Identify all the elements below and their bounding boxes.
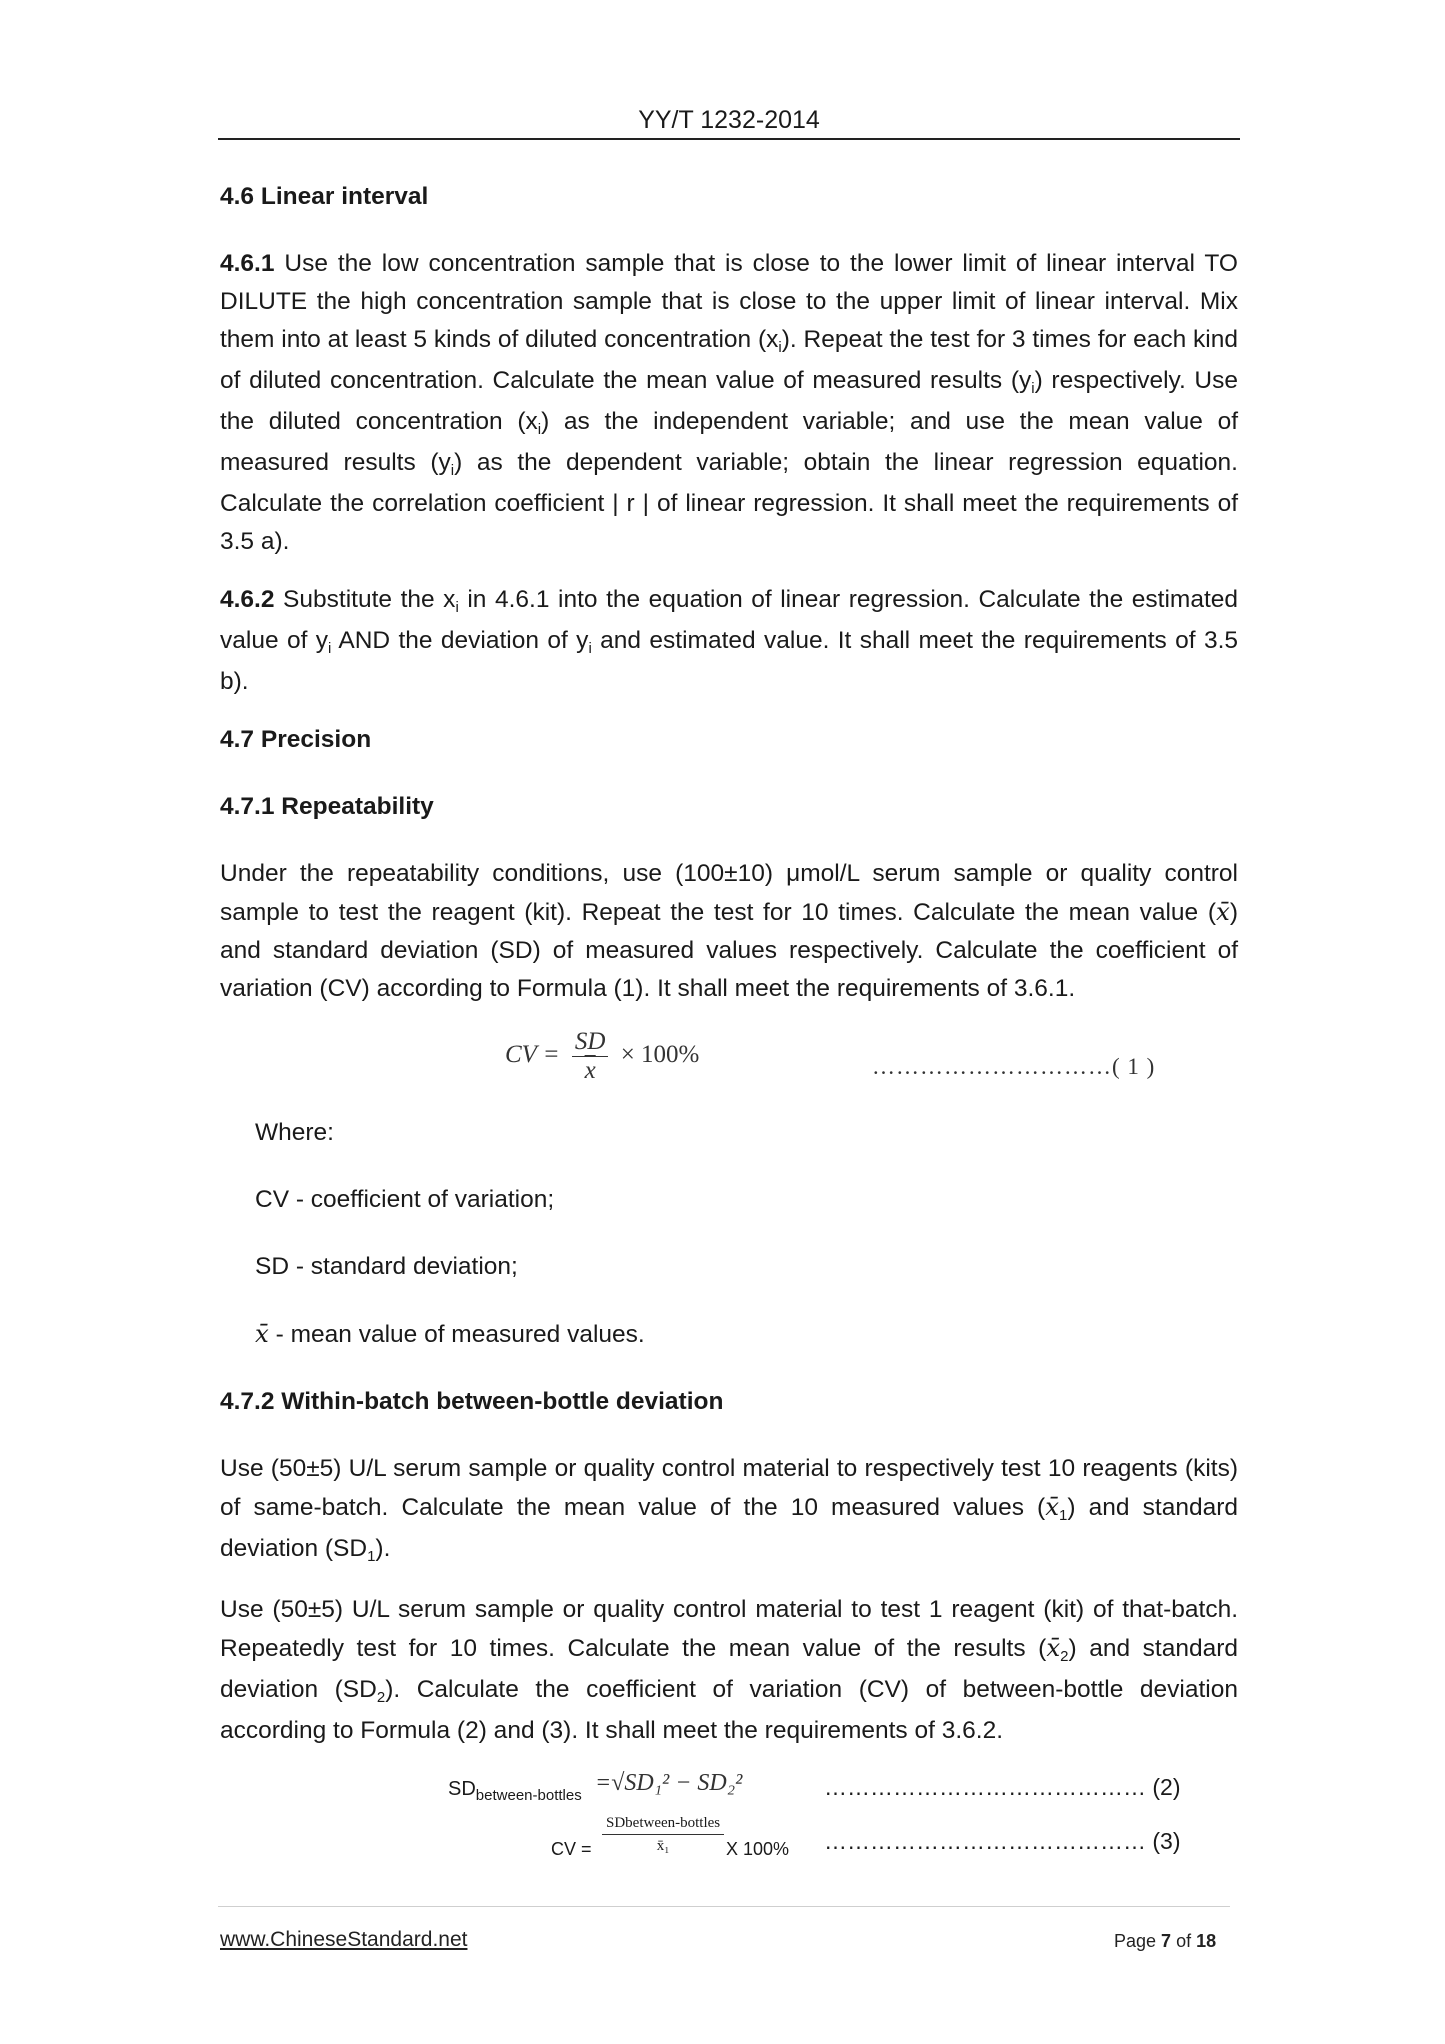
paragraph-4-7-2-b: [220, 1591, 1238, 1750]
subscript: i: [778, 339, 782, 356]
page-header: [218, 102, 1240, 140]
subscript: i: [1031, 380, 1035, 397]
paragraph-4-6-2: [220, 581, 1238, 701]
text-run: Substitute the x: [274, 586, 456, 613]
text-run: in 4.6.1 into the equation of linear regression. Calculate the estimated value of y: [220, 586, 1238, 654]
where-block: [255, 1114, 1238, 1354]
formula-lhs: CV =: [505, 1041, 560, 1069]
formula-1-number: …………………………( 1 ): [872, 1054, 1156, 1079]
subscript: i: [588, 640, 592, 657]
text-run: and estimated value. It shall meet the requirements of 3.5 b).: [220, 627, 1239, 695]
page-current: 7: [1161, 1931, 1172, 1951]
formula-tail: × 100%: [620, 1041, 700, 1069]
formula-1-expression: [505, 1028, 699, 1085]
text-run: ) respectively. Use the diluted concentration (x: [220, 367, 1238, 435]
clause-number: 4.6.2: [220, 586, 275, 613]
page-of: of: [1171, 1931, 1197, 1951]
where-mean: [255, 1315, 1238, 1354]
footer-divider: [218, 1906, 1230, 1907]
mean-symbol: x̄: [1216, 897, 1230, 926]
formula-fraction: [572, 1028, 609, 1085]
paragraph-4-7-2-a: [220, 1450, 1238, 1571]
subscript: i: [537, 421, 542, 438]
subscript: 2: [1060, 1648, 1069, 1665]
text-run: ) and standard deviation (SD: [220, 1494, 1238, 1562]
where-label: Where:: [255, 1119, 334, 1146]
text-run: Under the repeatability conditions, use (100±10) μmol/L serum sample or quality control sample to test the reagent (kit). Repeat the test for 10 times. Calculate the mean value (: [220, 860, 1238, 926]
subscript: 1: [367, 1548, 376, 1565]
formula-1: [220, 1028, 1238, 1108]
formula-2-lhs-text: SD: [448, 1778, 476, 1800]
where-cv: CV - coefficient of variation;: [255, 1186, 555, 1213]
formula-3-fraction: [602, 1812, 724, 1857]
mean-symbol: x̄: [1046, 1633, 1061, 1662]
page-prefix: Page: [1114, 1931, 1162, 1951]
where-sd: SD - standard deviation;: [255, 1253, 518, 1280]
section-heading-4-7-1: 4.7.1 Repeatability: [220, 793, 434, 820]
paragraph-4-6-1: [220, 245, 1238, 561]
fraction-denominator-text: x: [584, 1057, 596, 1084]
page-indicator: [1114, 1931, 1216, 1952]
formula-2-rhs: =√SD₁² − SD₂²: [595, 1770, 743, 1796]
text-run: Use (50±5) U/L serum sample or quality control material to respectively test 10 reagents (kits) of same-batch. Calculate the mean value of the 10 measured values (: [220, 1455, 1238, 1521]
text-run: - mean value of measured values.: [268, 1321, 645, 1348]
formula-3-number: …………………………………… (3): [824, 1828, 1181, 1854]
mean-symbol: x̄: [1045, 1492, 1060, 1521]
footer-website-link[interactable]: www.ChineseStandard.net: [220, 1928, 468, 1951]
text-run: Use (50±5) U/L serum sample or quality control material to test 1 reagent (kit) of that-batch. Repeatedly test for 10 times. Calculate the mean value of the results (: [220, 1596, 1238, 1662]
text-run: ) as the dependent variable; obtain the linear regression equation. Calculate the correlation coefficient | r | of linear regression. It shall meet the requirements of 3.5 a).: [220, 449, 1238, 555]
formula-2-3-block: [220, 1762, 1238, 1874]
formula-3-lhs: CV =: [551, 1839, 592, 1859]
formula-2-lhs: [448, 1770, 582, 1810]
section-heading-4-6: 4.6 Linear interval: [220, 183, 429, 210]
subscript: i: [450, 462, 455, 479]
fraction-numerator: SDbetween-bottles: [602, 1812, 724, 1835]
fraction-denominator: x̄₁: [656, 1838, 670, 1854]
text-run: ). Calculate the coefficient of variation (CV) of between-bottle deviation according to Formula (2) and (3). It shall meet the requirements of 3.6.2.: [220, 1676, 1238, 1744]
section-heading-4-7-2: 4.7.2 Within-batch between-bottle deviation: [220, 1388, 724, 1415]
text-run: ) as the independent variable; and use the mean value of measured results (y: [220, 408, 1239, 476]
text-run: ). Repeat the test for 3 times for each kind of diluted concentration. Calculate the mean value of measured results (y: [220, 326, 1238, 394]
formula-3-tail: X 100%: [726, 1839, 790, 1859]
text-run: AND the deviation of y: [331, 627, 589, 654]
page-content: [220, 178, 1238, 1874]
fraction-denominator: [572, 1057, 609, 1085]
paragraph-4-7-1: [220, 855, 1238, 1008]
subscript: 2: [376, 1689, 386, 1706]
text-run: Use the low concentration sample that is close to the lower limit of linear interval TO DILUTE the high concentration sample that is close to the upper limit of linear interval. Mix them into at least 5 kinds of diluted concentration (x: [220, 250, 1238, 353]
subscript: i: [455, 599, 459, 616]
fraction-numerator: SD: [572, 1028, 609, 1057]
section-heading-4-7: 4.7 Precision: [220, 726, 372, 753]
subscript: between-bottles: [475, 1787, 582, 1804]
clause-number: 4.6.1: [220, 250, 275, 277]
text-run: ) and standard deviation (SD) of measured values respectively. Calculate the coefficient of variation (CV) according to Formula (1). It shall meet the requirements of 3.6.1.: [220, 899, 1238, 1002]
subscript: 1: [1059, 1507, 1068, 1524]
text-run: ) and standard deviation (SD: [220, 1635, 1239, 1703]
text-run: ).: [375, 1535, 391, 1562]
doc-number: YY/T 1232-2014: [638, 106, 820, 134]
subscript: i: [328, 640, 332, 657]
mean-symbol: x̄: [255, 1319, 269, 1348]
page-total: 18: [1196, 1931, 1217, 1951]
formula-2-number: …………………………………… (2): [824, 1774, 1181, 1800]
